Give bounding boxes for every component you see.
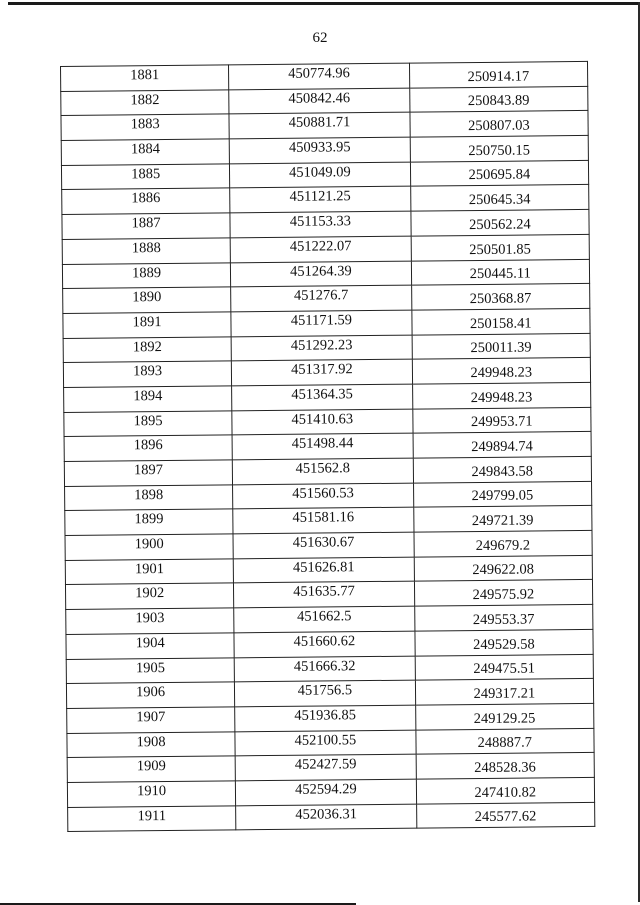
- value-a-cell: 451581.16: [233, 508, 414, 534]
- value-a-cell: 451498.44: [232, 433, 413, 459]
- value-a-cell: 451317.92: [232, 359, 413, 385]
- year-cell: 1884: [61, 139, 229, 165]
- value-b-cell: 249317.21: [415, 679, 594, 705]
- year-cell: 1905: [66, 657, 234, 683]
- year-cell: 1887: [62, 213, 230, 239]
- year-cell: 1882: [61, 90, 229, 116]
- value-a-cell: 451562.8: [233, 458, 414, 484]
- value-b-cell: 249799.05: [413, 481, 592, 507]
- value-a-cell: 451660.62: [234, 631, 415, 657]
- value-a-cell: 451635.77: [234, 582, 415, 608]
- year-cell: 1907: [67, 707, 235, 733]
- value-a-cell: 451171.59: [231, 310, 412, 336]
- year-cell: 1894: [64, 386, 232, 412]
- table-body: [61, 61, 595, 831]
- value-b-cell: 249721.39: [413, 506, 592, 532]
- value-a-cell: 451049.09: [230, 162, 411, 188]
- value-b-cell: 250843.89: [409, 86, 588, 112]
- data-table: [60, 61, 595, 832]
- year-cell: 1883: [61, 114, 229, 140]
- year-cell: 1890: [63, 287, 231, 313]
- value-b-cell: 249622.08: [414, 555, 593, 581]
- value-a-cell: 450842.46: [229, 88, 410, 114]
- value-a-cell: 451666.32: [234, 656, 415, 682]
- value-b-cell: 249948.23: [412, 382, 591, 408]
- value-b-cell: 247410.82: [416, 777, 595, 803]
- value-a-cell: 451153.33: [230, 211, 411, 237]
- value-a-cell: 451560.53: [233, 483, 414, 509]
- value-b-cell: 250807.03: [410, 111, 589, 137]
- year-cell: 1893: [63, 361, 231, 387]
- scan-edge-top: [8, 2, 640, 5]
- value-b-cell: 249843.58: [413, 456, 592, 482]
- value-a-cell: 450774.96: [229, 63, 410, 89]
- value-a-cell: 452427.59: [235, 754, 416, 780]
- year-cell: 1910: [67, 781, 235, 807]
- value-a-cell: 452036.31: [236, 804, 417, 830]
- value-b-cell: 249679.2: [414, 530, 593, 556]
- value-b-cell: 250695.84: [410, 160, 589, 186]
- value-b-cell: 249953.71: [412, 407, 591, 433]
- year-cell: 1899: [65, 509, 233, 535]
- value-b-cell: 250645.34: [410, 185, 589, 211]
- value-b-cell: 249575.92: [414, 580, 593, 606]
- year-cell: 1885: [61, 164, 229, 190]
- year-cell: 1897: [64, 460, 232, 486]
- value-a-cell: 451264.39: [231, 261, 412, 287]
- value-a-cell: 451936.85: [235, 705, 416, 731]
- value-b-cell: 248528.36: [416, 753, 595, 779]
- value-b-cell: 249129.25: [415, 703, 594, 729]
- value-a-cell: 450881.71: [229, 113, 410, 139]
- value-a-cell: 451121.25: [230, 187, 411, 213]
- year-cell: 1889: [62, 262, 230, 288]
- year-cell: 1904: [66, 633, 234, 659]
- value-b-cell: 250501.85: [411, 234, 590, 260]
- year-cell: 1903: [66, 608, 234, 634]
- year-cell: 1895: [64, 410, 232, 436]
- value-a-cell: 451292.23: [231, 335, 412, 361]
- value-a-cell: 451276.7: [231, 285, 412, 311]
- value-b-cell: 249529.58: [415, 629, 594, 655]
- value-b-cell: 250750.15: [410, 135, 589, 161]
- year-cell: 1892: [63, 336, 231, 362]
- year-cell: 1911: [68, 805, 236, 831]
- year-cell: 1901: [65, 559, 233, 585]
- value-b-cell: 249553.37: [414, 605, 593, 631]
- year-cell: 1909: [67, 756, 235, 782]
- value-b-cell: 250011.39: [412, 333, 591, 359]
- value-b-cell: 249948.23: [412, 358, 591, 384]
- year-cell: 1898: [65, 485, 233, 511]
- year-cell: 1891: [63, 312, 231, 338]
- year-cell: 1908: [67, 731, 235, 757]
- value-a-cell: 450933.95: [229, 137, 410, 163]
- year-cell: 1881: [61, 65, 229, 91]
- value-a-cell: 451364.35: [232, 384, 413, 410]
- value-b-cell: 250158.41: [411, 308, 590, 334]
- value-a-cell: 451630.67: [233, 532, 414, 558]
- value-b-cell: 248887.7: [415, 728, 594, 754]
- value-a-cell: 452594.29: [236, 779, 417, 805]
- table-row: [68, 802, 595, 832]
- year-cell: 1886: [62, 188, 230, 214]
- year-cell: 1906: [66, 682, 234, 708]
- year-cell: 1888: [62, 238, 230, 264]
- value-b-cell: 250445.11: [411, 259, 590, 285]
- value-a-cell: 451222.07: [230, 236, 411, 262]
- value-b-cell: 250562.24: [411, 210, 590, 236]
- value-a-cell: 451756.5: [235, 680, 416, 706]
- value-b-cell: 250368.87: [411, 284, 590, 310]
- page-number: 62: [312, 30, 328, 46]
- value-a-cell: 451626.81: [233, 557, 414, 583]
- value-a-cell: 452100.55: [235, 730, 416, 756]
- value-a-cell: 451662.5: [234, 606, 415, 632]
- value-b-cell: 245577.62: [416, 802, 595, 828]
- value-b-cell: 249475.51: [415, 654, 594, 680]
- year-cell: 1900: [65, 534, 233, 560]
- year-cell: 1896: [64, 435, 232, 461]
- value-b-cell: 249894.74: [413, 432, 592, 458]
- year-cell: 1902: [65, 583, 233, 609]
- value-b-cell: 250914.17: [409, 61, 588, 87]
- value-a-cell: 451410.63: [232, 409, 413, 435]
